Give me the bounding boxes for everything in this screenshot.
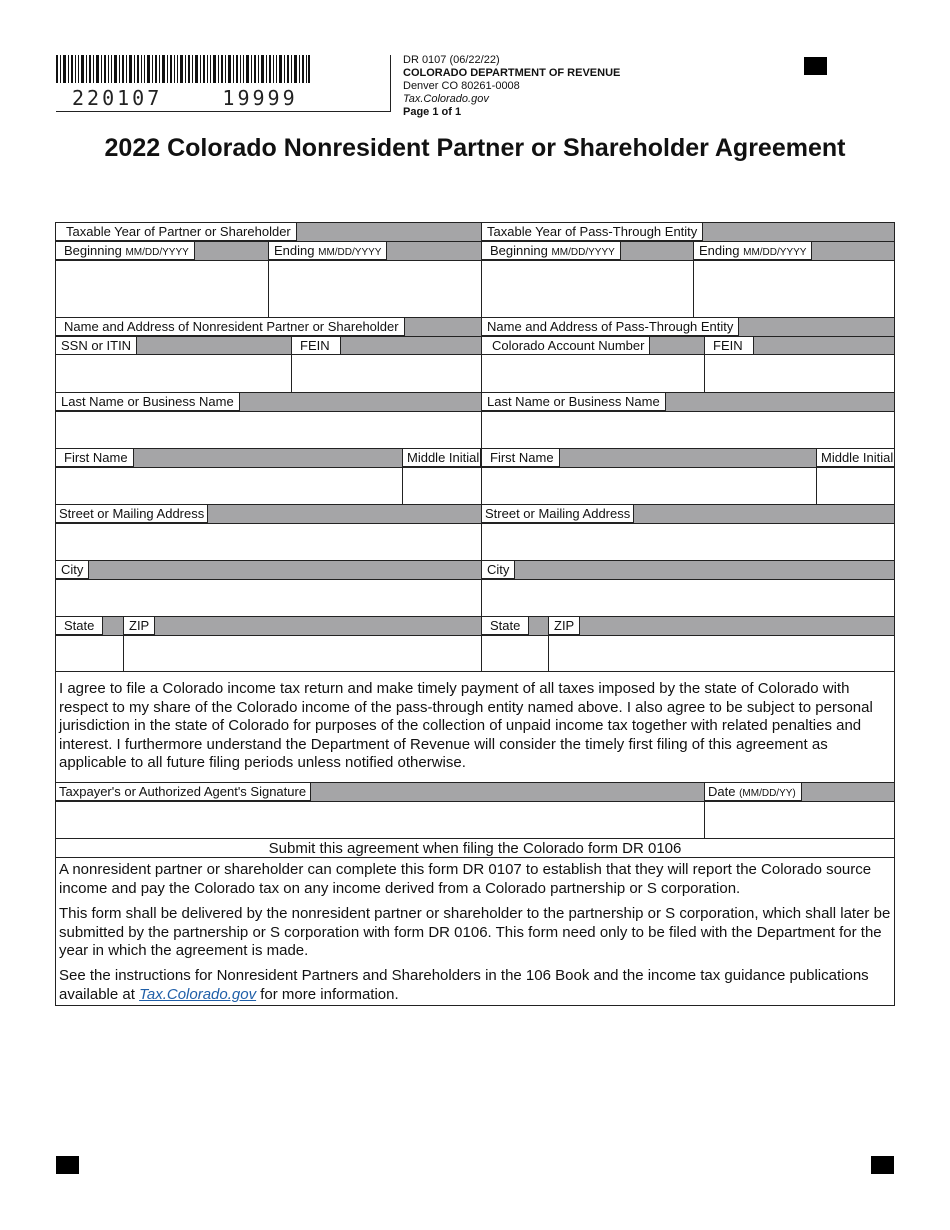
- agreement-text: I agree to file a Colorado income tax return and make timely payment of all taxes imposed by the state of Colorado with respect to my share of the Colorado income of the pass-through entity named above. I also agree to be subject to personal jurisdiction in the state of Colorado for purposes of the collection of unpaid income tax together with related penalties and interest. I furthermore understand the Department of Revenue will consider the timely first filing of this agreement as applicable to all future filing periods unless notified otherwise.: [59, 680, 873, 771]
- entity-last-name-input[interactable]: [482, 412, 894, 449]
- entity-zip-input[interactable]: [549, 636, 894, 671]
- entity-street-input[interactable]: [482, 524, 894, 560]
- partner-last-name-input[interactable]: [56, 412, 481, 449]
- entity-first-name-input[interactable]: [482, 468, 816, 504]
- partner-zip-input[interactable]: [124, 636, 481, 671]
- website-link[interactable]: Tax.Colorado.gov: [139, 985, 257, 1003]
- agreement-form: [55, 222, 895, 1006]
- partner-last-name-label: Last Name or Business Name: [56, 393, 240, 411]
- partner-middle-initial-label: Middle Initial: [402, 449, 481, 467]
- entity-ending-input[interactable]: [694, 261, 894, 317]
- partner-city-label: City: [56, 561, 89, 579]
- partner-fein-input[interactable]: [292, 355, 481, 392]
- entity-fein-label: FEIN: [704, 337, 754, 355]
- registration-mark: [804, 57, 827, 75]
- partner-state-input[interactable]: [56, 636, 123, 671]
- header-vertical-divider: [390, 55, 391, 112]
- partner-taxable-year-label: Taxable Year of Partner or Shareholder: [56, 223, 297, 241]
- partner-street-input[interactable]: [56, 524, 481, 560]
- entity-city-input[interactable]: [482, 580, 894, 616]
- colorado-account-label: Colorado Account Number: [481, 337, 650, 355]
- partner-section-label: Name and Address of Nonresident Partner or Shareholder: [56, 318, 405, 336]
- signature-label: Taxpayer's or Authorized Agent's Signature: [56, 783, 311, 801]
- entity-middle-initial-label: Middle Initial: [816, 449, 894, 467]
- page-title: 2022 Colorado Nonresident Partner or Shareholder Agreement: [104, 134, 846, 162]
- date-label: Date (MM/DD/YY): [704, 783, 802, 801]
- partner-fein-label: FEIN: [291, 337, 341, 355]
- entity-state-label: State: [481, 617, 529, 635]
- entity-street-label: Street or Mailing Address: [481, 505, 634, 523]
- partner-beginning-label: Beginning MM/DD/YYYY: [56, 242, 195, 260]
- entity-fein-input[interactable]: [705, 355, 894, 392]
- entity-first-name-label: First Name: [481, 449, 560, 467]
- page-number: Page 1 of 1: [403, 106, 462, 118]
- colorado-account-input[interactable]: [482, 355, 704, 392]
- instructions-paragraph-2: This form shall be delivered by the nonresident partner or shareholder to the partnership or S corporation, which shall later be submitted by the partnership or S corporation with form DR 0106. This form need only to be filed with the Department for the year in which the agreement is made.: [59, 905, 891, 959]
- barcode-number: 220107 19999: [72, 86, 298, 110]
- ssn-label: SSN or ITIN: [56, 337, 137, 355]
- entity-beginning-input[interactable]: [482, 261, 693, 317]
- partner-state-label: State: [56, 617, 103, 635]
- partner-middle-initial-input[interactable]: [403, 468, 481, 504]
- partner-street-label: Street or Mailing Address: [56, 505, 208, 523]
- partner-zip-label: ZIP: [123, 617, 155, 635]
- ssn-input[interactable]: [56, 355, 291, 392]
- entity-taxable-year-label: Taxable Year of Pass-Through Entity: [481, 223, 703, 241]
- barcode: [56, 55, 310, 89]
- form-id: DR 0107 (06/22/22): [403, 54, 500, 66]
- header-divider: [56, 111, 391, 112]
- form-header: [403, 54, 620, 119]
- signature-input[interactable]: [56, 802, 704, 838]
- entity-ending-label: Ending MM/DD/YYYY: [693, 242, 812, 260]
- submit-note: Submit this agreement when filing the Colorado form DR 0106: [268, 840, 682, 857]
- instructions-paragraph-1: A nonresident partner or shareholder can complete this form DR 0107 to establish that they will report the Colorado source income and pay the Colorado tax on any income derived from a Colorado partnership or S corporation.: [59, 861, 872, 897]
- entity-middle-initial-input[interactable]: [817, 468, 894, 504]
- instructions-paragraph-3: See the instructions for Nonresident Partners and Shareholders in the 106 Book and the income tax guidance publications available at Tax.Colorado.gov for more information.: [59, 967, 869, 1003]
- registration-mark-bottom-right: [871, 1156, 894, 1174]
- partner-city-input[interactable]: [56, 580, 481, 616]
- department-website: Tax.Colorado.gov: [403, 93, 489, 105]
- entity-city-label: City: [481, 561, 515, 579]
- partner-first-name-label: First Name: [56, 449, 134, 467]
- date-input[interactable]: [705, 802, 894, 838]
- entity-last-name-label: Last Name or Business Name: [481, 393, 666, 411]
- department-name: COLORADO DEPARTMENT OF REVENUE: [403, 67, 621, 79]
- entity-zip-label: ZIP: [548, 617, 580, 635]
- entity-state-input[interactable]: [482, 636, 548, 671]
- partner-ending-input[interactable]: [269, 261, 481, 317]
- registration-mark-bottom-left: [56, 1156, 79, 1174]
- partner-first-name-input[interactable]: [56, 468, 402, 504]
- partner-ending-label: Ending MM/DD/YYYY: [268, 242, 387, 260]
- department-address: Denver CO 80261-0008: [403, 80, 520, 92]
- entity-beginning-label: Beginning MM/DD/YYYY: [481, 242, 621, 260]
- entity-section-label: Name and Address of Pass-Through Entity: [481, 318, 739, 336]
- partner-beginning-input[interactable]: [56, 261, 268, 317]
